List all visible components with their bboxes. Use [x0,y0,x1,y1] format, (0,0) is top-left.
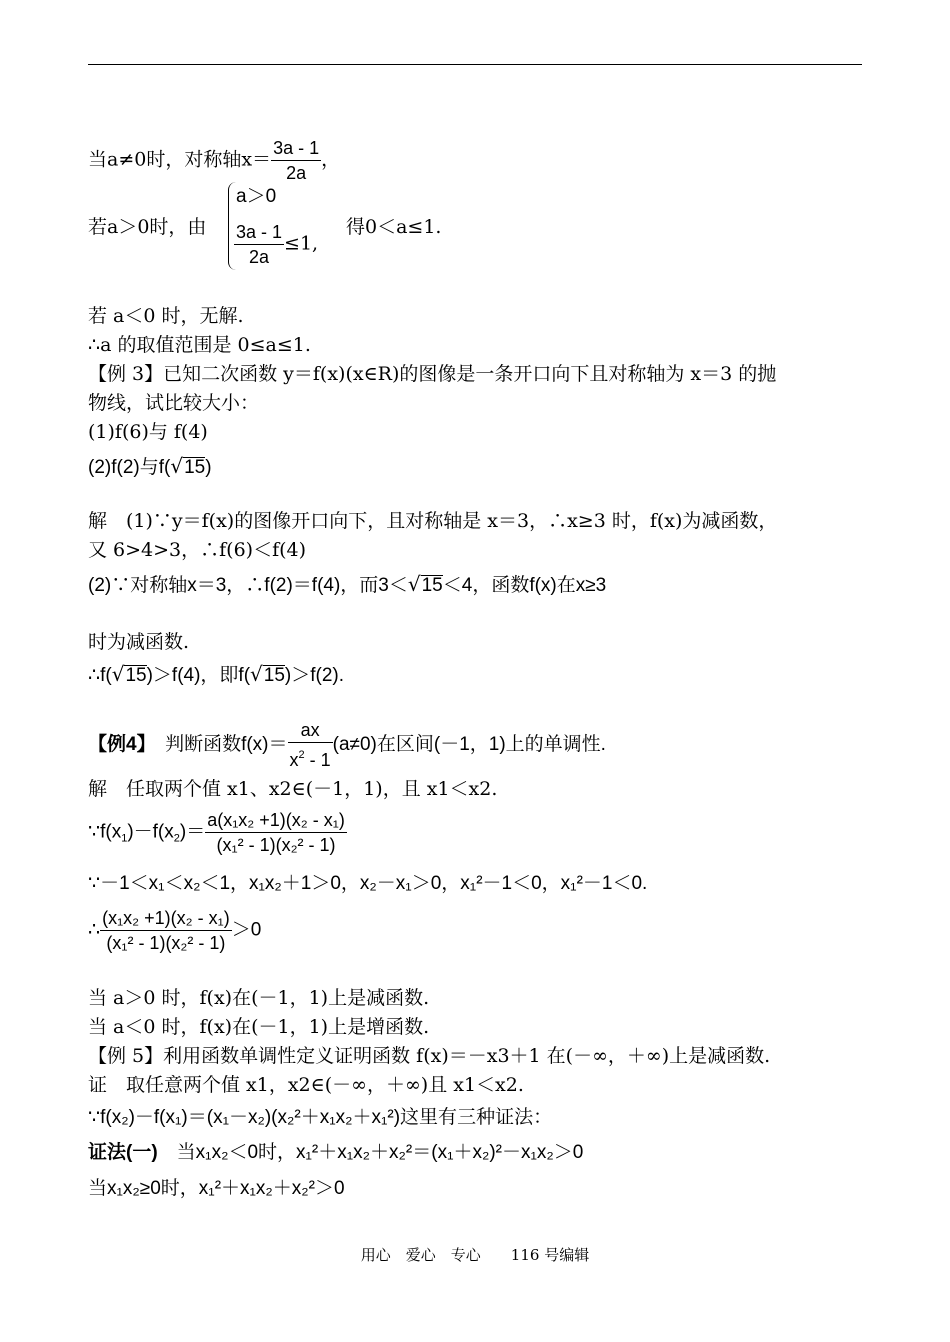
system-condition-1: a＞0 [236,186,277,207]
radicand: 15 [125,665,147,686]
solution-4-line-1: 解 任取两个值 x1、x2∈(－1，1)，且 x1＜x2. [88,778,498,800]
sqrt-icon: √ [250,662,263,686]
text: 当x₁x₂＜0时，x₁²＋x₁x₂＋x₂²＝(x₁＋x₂)²－x₁x₂＞0 [157,1142,584,1163]
text: ≤1, [284,232,319,255]
example-4-title [88,718,606,772]
solution-4-signs: ∵－1＜x₁＜x₂＜1，x₁x₂＋1＞0，x₂－x₁＞0，x₁²－1＜0，x₁²－1＜0. [88,873,648,894]
fraction [234,220,284,269]
example-3-part-2 [88,453,212,481]
text: ＜4，函数f(x)在x≥3 [442,575,607,596]
solution-4-case-1: 当 a＞0 时，f(x)在(－1，1)上是减函数. [88,987,430,1009]
proof-method-1-case-2: 当x₁x₂≥0时，x₁²＋x₁x₂＋x₂²＞0 [88,1178,345,1199]
subscript: 2 [173,832,180,845]
denominator [288,743,333,772]
line-no-solution: 若 a＜0 时，无解. [88,305,244,327]
text: ∴f( [88,665,112,686]
example-3-title: 【例 3】已知二次函数 y＝f(x)(x∈R)的图像是一条开口向下且对称轴为 x＝3 的抛 [88,363,777,385]
proof-5-line-1: 证 取任意两个值 x1，x2∈(－∞，＋∞)且 x1＜x2. [88,1074,524,1096]
solution-3-line-2: 又 6>4>3，∴f(6)＜f(4) [88,539,307,561]
numerator: ax [288,718,333,743]
example-3-part-1: (1)f(6)与 f(4) [88,421,208,443]
line-condition-pre [88,214,206,240]
text: 判断函数f(x)＝ [146,734,288,756]
text: (2)∵对称轴x＝3，∴f(2)＝f(4)，而3＜ [88,575,408,596]
denominator: 2a [249,247,270,267]
line-condition-result: 得0＜a≤1. [346,216,442,238]
text: - 1 [304,750,331,770]
numerator: 3a - 1 [234,220,284,245]
solution-3-line-1: 解 (1)∵y＝f(x)的图像开口向下，且对称轴是 x＝3，∴x≥3 时，f(x)为减函数， [88,510,778,532]
page-footer: 用心 爱心 专心 116 号编辑 [360,1246,590,1264]
solution-4-difference [88,808,347,857]
text: )＞f(2). [284,665,345,686]
text: )＞f(4)，即f( [146,665,251,686]
text: ＞0 [231,919,262,941]
fraction [288,718,333,772]
system-condition-2 [234,220,318,269]
denominator: (x₁² - 1)(x₂² - 1) [106,933,226,953]
numerator: (x₁x₂ +1)(x₂ - x₁) [100,906,232,931]
header-rule [88,64,862,65]
proof-5-difference: ∵f(x₂)－f(x₁)＝(x₁－x₂)(x₂²＋x₁x₂＋x₁²)这里有三种证法： [88,1107,553,1128]
proof-method-1 [88,1140,583,1166]
text: ∴ [88,919,101,941]
solution-4-positive [88,906,261,955]
numerator: a(x₁x₂ +1)(x₂ - x₁) [205,808,347,833]
denominator: 2a [286,163,307,183]
text: x [289,750,299,770]
text: )＝ [179,821,206,843]
text: 若a＞0时，由 [88,216,207,238]
sqrt-icon: √ [407,572,421,596]
fraction [271,136,321,185]
method-label: 证法(一) [88,1142,158,1163]
fraction [205,808,347,857]
example-label: 【例4】 [88,734,147,756]
subscript: 1 [121,832,128,845]
text: )－f(x [127,821,174,843]
solution-3-line-3 [88,571,606,599]
line-range: ∴a 的取值范围是 0≤a≤1. [88,334,311,356]
superscript: 2 [298,749,305,761]
example-3-title-cont: 物线，试比较大小： [88,392,260,414]
sqrt-icon: √ [111,662,125,686]
text: ∵f(x [88,821,122,843]
sqrt-icon: √ [170,454,184,478]
solution-3-conclusion [88,661,344,689]
text: (2)f(2)与f( [88,457,171,478]
radicand: 15 [184,457,206,478]
text: ) [205,457,212,478]
numerator: 3a - 1 [271,136,321,161]
radicand: 15 [421,575,443,596]
denominator: (x₁² - 1)(x₂² - 1) [216,835,336,855]
solution-3-line-4: 时为减函数. [88,631,190,653]
example-5-title: 【例 5】利用函数单调性定义证明函数 f(x)＝－x3＋1 在(－∞，＋∞)上是减函数. [88,1045,771,1067]
text: (a≠0)在区间(－1，1)上的单调性. [332,734,606,756]
radicand: 15 [263,665,285,686]
solution-4-case-2: 当 a＜0 时，f(x)在(－1，1)上是增函数. [88,1016,430,1038]
fraction [100,906,232,955]
text: ， [321,148,341,171]
text: 当a≠0时，对称轴x＝ [88,148,272,171]
line-axis-of-symmetry [88,136,340,185]
